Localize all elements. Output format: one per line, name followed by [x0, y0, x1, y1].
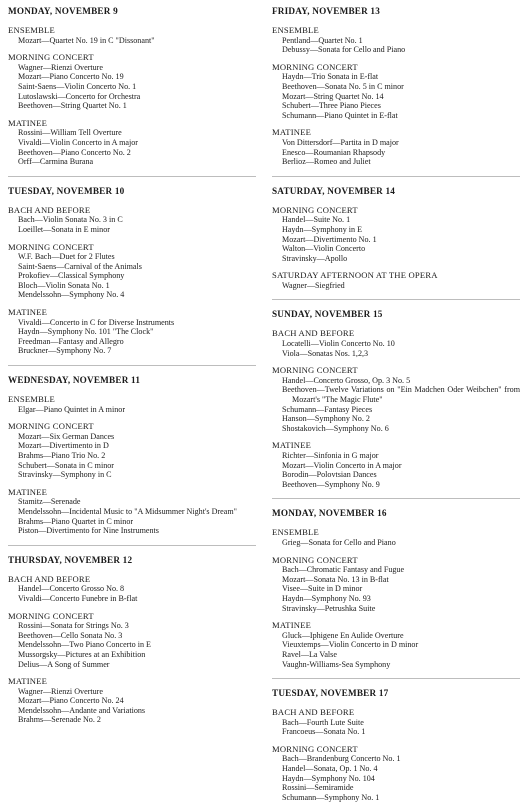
concert-section — [272, 745, 520, 803]
program-item: Mozart—Violin Concerto in A major — [282, 460, 402, 470]
day-block — [272, 176, 520, 291]
right-column — [272, 6, 520, 810]
program-item: Mozart—Piano Concerto No. 24 — [18, 696, 124, 706]
program-item: Beethoven—Sonata No. 5 in C minor — [282, 81, 404, 91]
section-title: MATINEE — [8, 676, 48, 687]
program-item: Vaughn-Williams-Sea Symphony — [282, 659, 391, 669]
concert-section — [8, 575, 256, 604]
section-title: MORNING CONCERT — [8, 52, 94, 63]
program-item: Rossini—William Tell Overture — [18, 128, 122, 138]
day-heading: FRIDAY, NOVEMBER 13 — [272, 6, 381, 16]
section-title: ENSEMBLE — [8, 25, 55, 35]
section-title: MATINEE — [272, 440, 312, 451]
section-title: BACH AND BEFORE — [8, 573, 91, 584]
concert-section — [272, 63, 520, 121]
program-item: Stravinsky—Symphony in C — [18, 470, 112, 480]
program-item: Haydn—Trio Sonata in E-flat — [282, 72, 379, 82]
day-block — [8, 176, 256, 356]
section-title: BACH AND BEFORE — [8, 204, 91, 215]
program-item: Beethoven—Piano Concerto No. 2 — [18, 147, 131, 157]
section-title: MORNING CONCERT — [272, 61, 358, 72]
program-item: Bach—Brandenburg Concerto No. 1 — [282, 754, 401, 764]
program-item: Debussy—Sonata for Cello and Piano — [282, 45, 406, 55]
program-item: Locatelli—Violin Concerto No. 10 — [282, 339, 395, 349]
day-heading: SUNDAY, NOVEMBER 15 — [272, 299, 520, 320]
program-item: Mozart—Quartet No. 19 in C "Dissonant" — [18, 35, 155, 45]
program-item: Haydn—Symphony No. 104 — [282, 773, 375, 783]
section-title: MORNING CONCERT — [272, 743, 358, 754]
day-block — [272, 6, 520, 167]
section-title: MATINEE — [272, 127, 312, 138]
program-item: Schumann—Symphony No. 1 — [282, 792, 380, 802]
concert-section — [272, 528, 520, 547]
concert-section — [272, 708, 520, 737]
program-item: Mozart—String Quartet No. 14 — [282, 91, 384, 101]
program-item: Von Dittersdorf—Partita in D major — [282, 137, 399, 147]
day-block — [272, 299, 520, 489]
program-item: W.F. Bach—Duet for 2 Flutes — [18, 252, 115, 262]
program-item: Wagner—Siegfried — [282, 280, 345, 290]
program-item: Lutoslawski—Concerto for Orchestra — [18, 91, 141, 101]
program-item: Loeillet—Sonata in E minor — [18, 224, 110, 234]
day-block — [8, 545, 256, 725]
program-item: Gluck—Iphigene En Aulide Overture — [282, 630, 404, 640]
concert-section — [272, 556, 520, 614]
program-item: Rossini—Sonata for Strings No. 3 — [18, 621, 129, 631]
section-title: ENSEMBLE — [8, 394, 55, 405]
concert-section — [8, 677, 256, 725]
concert-section — [8, 488, 256, 536]
program-item: Bruckner—Symphony No. 7 — [18, 346, 112, 356]
concert-section — [272, 441, 520, 489]
concert-section — [272, 621, 520, 669]
program-item: Schumann—Piano Quintet in E-flat — [282, 110, 398, 120]
section-title: MORNING CONCERT — [8, 610, 94, 621]
program-item: Borodin—Polovtsian Dances — [282, 470, 377, 480]
day-heading: SATURDAY, NOVEMBER 14 — [272, 176, 520, 197]
program-item: Brahms—Piano Quartet in C minor — [18, 516, 134, 526]
day-heading: MONDAY, NOVEMBER 9 — [8, 6, 118, 16]
program-item: Saint-Saens—Carnival of the Animals — [18, 261, 142, 271]
concert-section — [8, 26, 256, 45]
program-item: Brahms—Piano Trio No. 2 — [18, 451, 106, 460]
concert-section — [8, 119, 256, 167]
program-item: Bach—Fourth Lute Suite — [282, 717, 364, 727]
program-item: Mendelssohn—Andante and Variations — [18, 705, 146, 715]
program-item: Vivaldi—Violin Concerto in A major — [18, 137, 138, 147]
program-item: Mozart—Sonata No. 13 in B-flat — [282, 574, 389, 584]
program-item: Mendelssohn—Incidental Music to "A Midsummer Night's Dream" — [18, 506, 237, 516]
program-item: Stravinsky—Petrushka Suite — [282, 603, 376, 613]
program-item: Wagner—Rienzi Overture — [18, 62, 103, 72]
program-item: Handel—Sonata, Op. 1 No. 4 — [282, 764, 378, 774]
program-item: Ravel—La Valse — [282, 649, 337, 659]
program-item: Brahms—Serenade No. 2 — [18, 715, 101, 725]
day-heading: WEDNESDAY, NOVEMBER 11 — [8, 365, 256, 386]
section-title: BACH AND BEFORE — [272, 707, 355, 718]
program-item: Schumann—Fantasy Pieces — [282, 404, 373, 414]
program-item: Enesco—Roumanian Rhapsody — [282, 147, 386, 157]
day-heading: TUESDAY, NOVEMBER 17 — [272, 678, 520, 699]
day-heading: MONDAY, NOVEMBER 16 — [272, 498, 520, 519]
section-title: MORNING CONCERT — [272, 365, 358, 376]
section-title: MORNING CONCERT — [8, 421, 94, 432]
section-title: MORNING CONCERT — [272, 554, 358, 565]
program-item: Bloch—Violin Sonata No. 1 — [18, 280, 110, 290]
program-item: Richter—Sinfonia in G major — [282, 451, 379, 460]
program-item: Vivaldi—Concerto in C for Diverse Instruments — [18, 317, 175, 327]
section-title: ENSEMBLE — [272, 25, 319, 35]
concert-section — [272, 26, 520, 55]
program-item: Mendelssohn—Symphony No. 4 — [18, 290, 125, 300]
concert-section — [272, 329, 520, 358]
concert-section — [8, 206, 256, 235]
program-item: Vivaldi—Concerto Funebre in B-flat — [18, 593, 138, 603]
program-item: Bach—Chromatic Fantasy and Fugue — [282, 565, 405, 575]
program-item: Pentland—Quartet No. 1 — [282, 35, 363, 45]
program-item: Viola—Sonatas Nos. 1,2,3 — [282, 348, 369, 358]
program-item: Saint-Saens—Violin Concerto No. 1 — [18, 81, 137, 91]
concert-section — [8, 243, 256, 301]
day-block — [8, 6, 256, 167]
program-item: Mozart—Divertimento No. 1 — [282, 234, 377, 244]
day-block — [8, 365, 256, 536]
section-title: MORNING CONCERT — [8, 241, 94, 252]
concert-section — [8, 395, 256, 414]
program-item: Beethoven—String Quartet No. 1 — [18, 101, 127, 111]
program-item: Mendelssohn—Two Piano Concerto in E — [18, 640, 151, 650]
program-item: Freedman—Fantasy and Allegro — [18, 336, 124, 346]
section-title: BACH AND BEFORE — [272, 328, 355, 339]
program-item: Handel—Concerto Grosso, Op. 3 No. 5 — [282, 375, 411, 385]
program-item: Mozart—Six German Dances — [18, 431, 115, 441]
program-item: Mozart—Divertimento in D — [18, 441, 109, 451]
section-title: MATINEE — [8, 307, 48, 318]
program-item: Bach—Violin Sonata No. 3 in C — [18, 215, 123, 225]
program-item: Haydn—Symphony No. 93 — [282, 593, 371, 603]
program-item: Visee—Suite in D minor — [282, 584, 363, 594]
program-item: Piston—Divertimento for Nine Instruments — [18, 526, 159, 536]
section-title: MATINEE — [8, 486, 48, 497]
section-title: MATINEE — [8, 117, 48, 128]
program-item: Delius—A Song of Summer — [18, 659, 110, 669]
concert-section — [272, 271, 520, 290]
section-title: MATINEE — [272, 620, 312, 631]
program-item: Stamitz—Serenade — [18, 497, 81, 507]
day-heading: TUESDAY, NOVEMBER 10 — [8, 176, 256, 197]
program-item: Walton—Violin Concerto — [282, 244, 366, 254]
concert-section — [8, 308, 256, 356]
program-item: Schubert—Sonata in C minor — [18, 460, 114, 470]
program-item: Rossini—Semiramide — [282, 783, 354, 793]
program-item: Berlioz—Romeo and Juliet — [282, 157, 371, 167]
left-column — [8, 6, 256, 733]
program-item: Vieuxtemps—Violin Concerto in D minor — [282, 640, 419, 650]
program-item: Grieg—Sonata for Cello and Piano — [282, 537, 396, 547]
program-item: Elgar—Piano Quintet in A minor — [18, 404, 126, 414]
program-item: Beethoven—Twelve Variations on "Ein Madchen Oder Weibchen" from Mozart's "The Magic Flute" — [282, 385, 520, 405]
program-item: Beethoven—Symphony No. 9 — [282, 479, 380, 489]
program-item: Haydn—Symphony No. 101 "The Clock" — [18, 327, 154, 337]
day-heading: THURSDAY, NOVEMBER 12 — [8, 545, 256, 566]
section-title: MORNING CONCERT — [272, 204, 358, 215]
program-item: Stravinsky—Apollo — [282, 253, 348, 263]
concert-section — [8, 53, 256, 111]
day-block — [272, 678, 520, 802]
concert-section — [272, 206, 520, 264]
section-title: SATURDAY AFTERNOON AT THE OPERA — [272, 270, 438, 281]
concert-section — [272, 128, 520, 166]
program-item: Handel—Suite No. 1 — [282, 215, 351, 225]
concert-section — [8, 422, 256, 480]
program-item: Hanson—Symphony No. 2 — [282, 414, 370, 424]
program-item: Francoeus—Sonata No. 1 — [282, 727, 366, 737]
program-item: Wagner—Rienzi Overture — [18, 686, 103, 696]
program-item: Shostakovich—Symphony No. 6 — [282, 423, 389, 433]
program-item: Prokofiev—Classical Symphony — [18, 271, 125, 281]
concert-section — [272, 366, 520, 433]
program-item: Orff—Carmina Burana — [18, 157, 94, 167]
section-title: ENSEMBLE — [272, 527, 319, 538]
program-item: Schubert—Three Piano Pieces — [282, 101, 381, 111]
program-item: Mussorgsky—Pictures at an Exhibition — [18, 649, 146, 659]
program-item: Haydn—Symphony in E — [282, 224, 363, 234]
concert-section — [8, 612, 256, 670]
program-item: Mozart—Piano Concerto No. 19 — [18, 72, 124, 82]
program-item: Handel—Concerto Grosso No. 8 — [18, 584, 125, 594]
program-item: Beethoven—Cello Sonata No. 3 — [18, 630, 123, 640]
day-block — [272, 498, 520, 669]
